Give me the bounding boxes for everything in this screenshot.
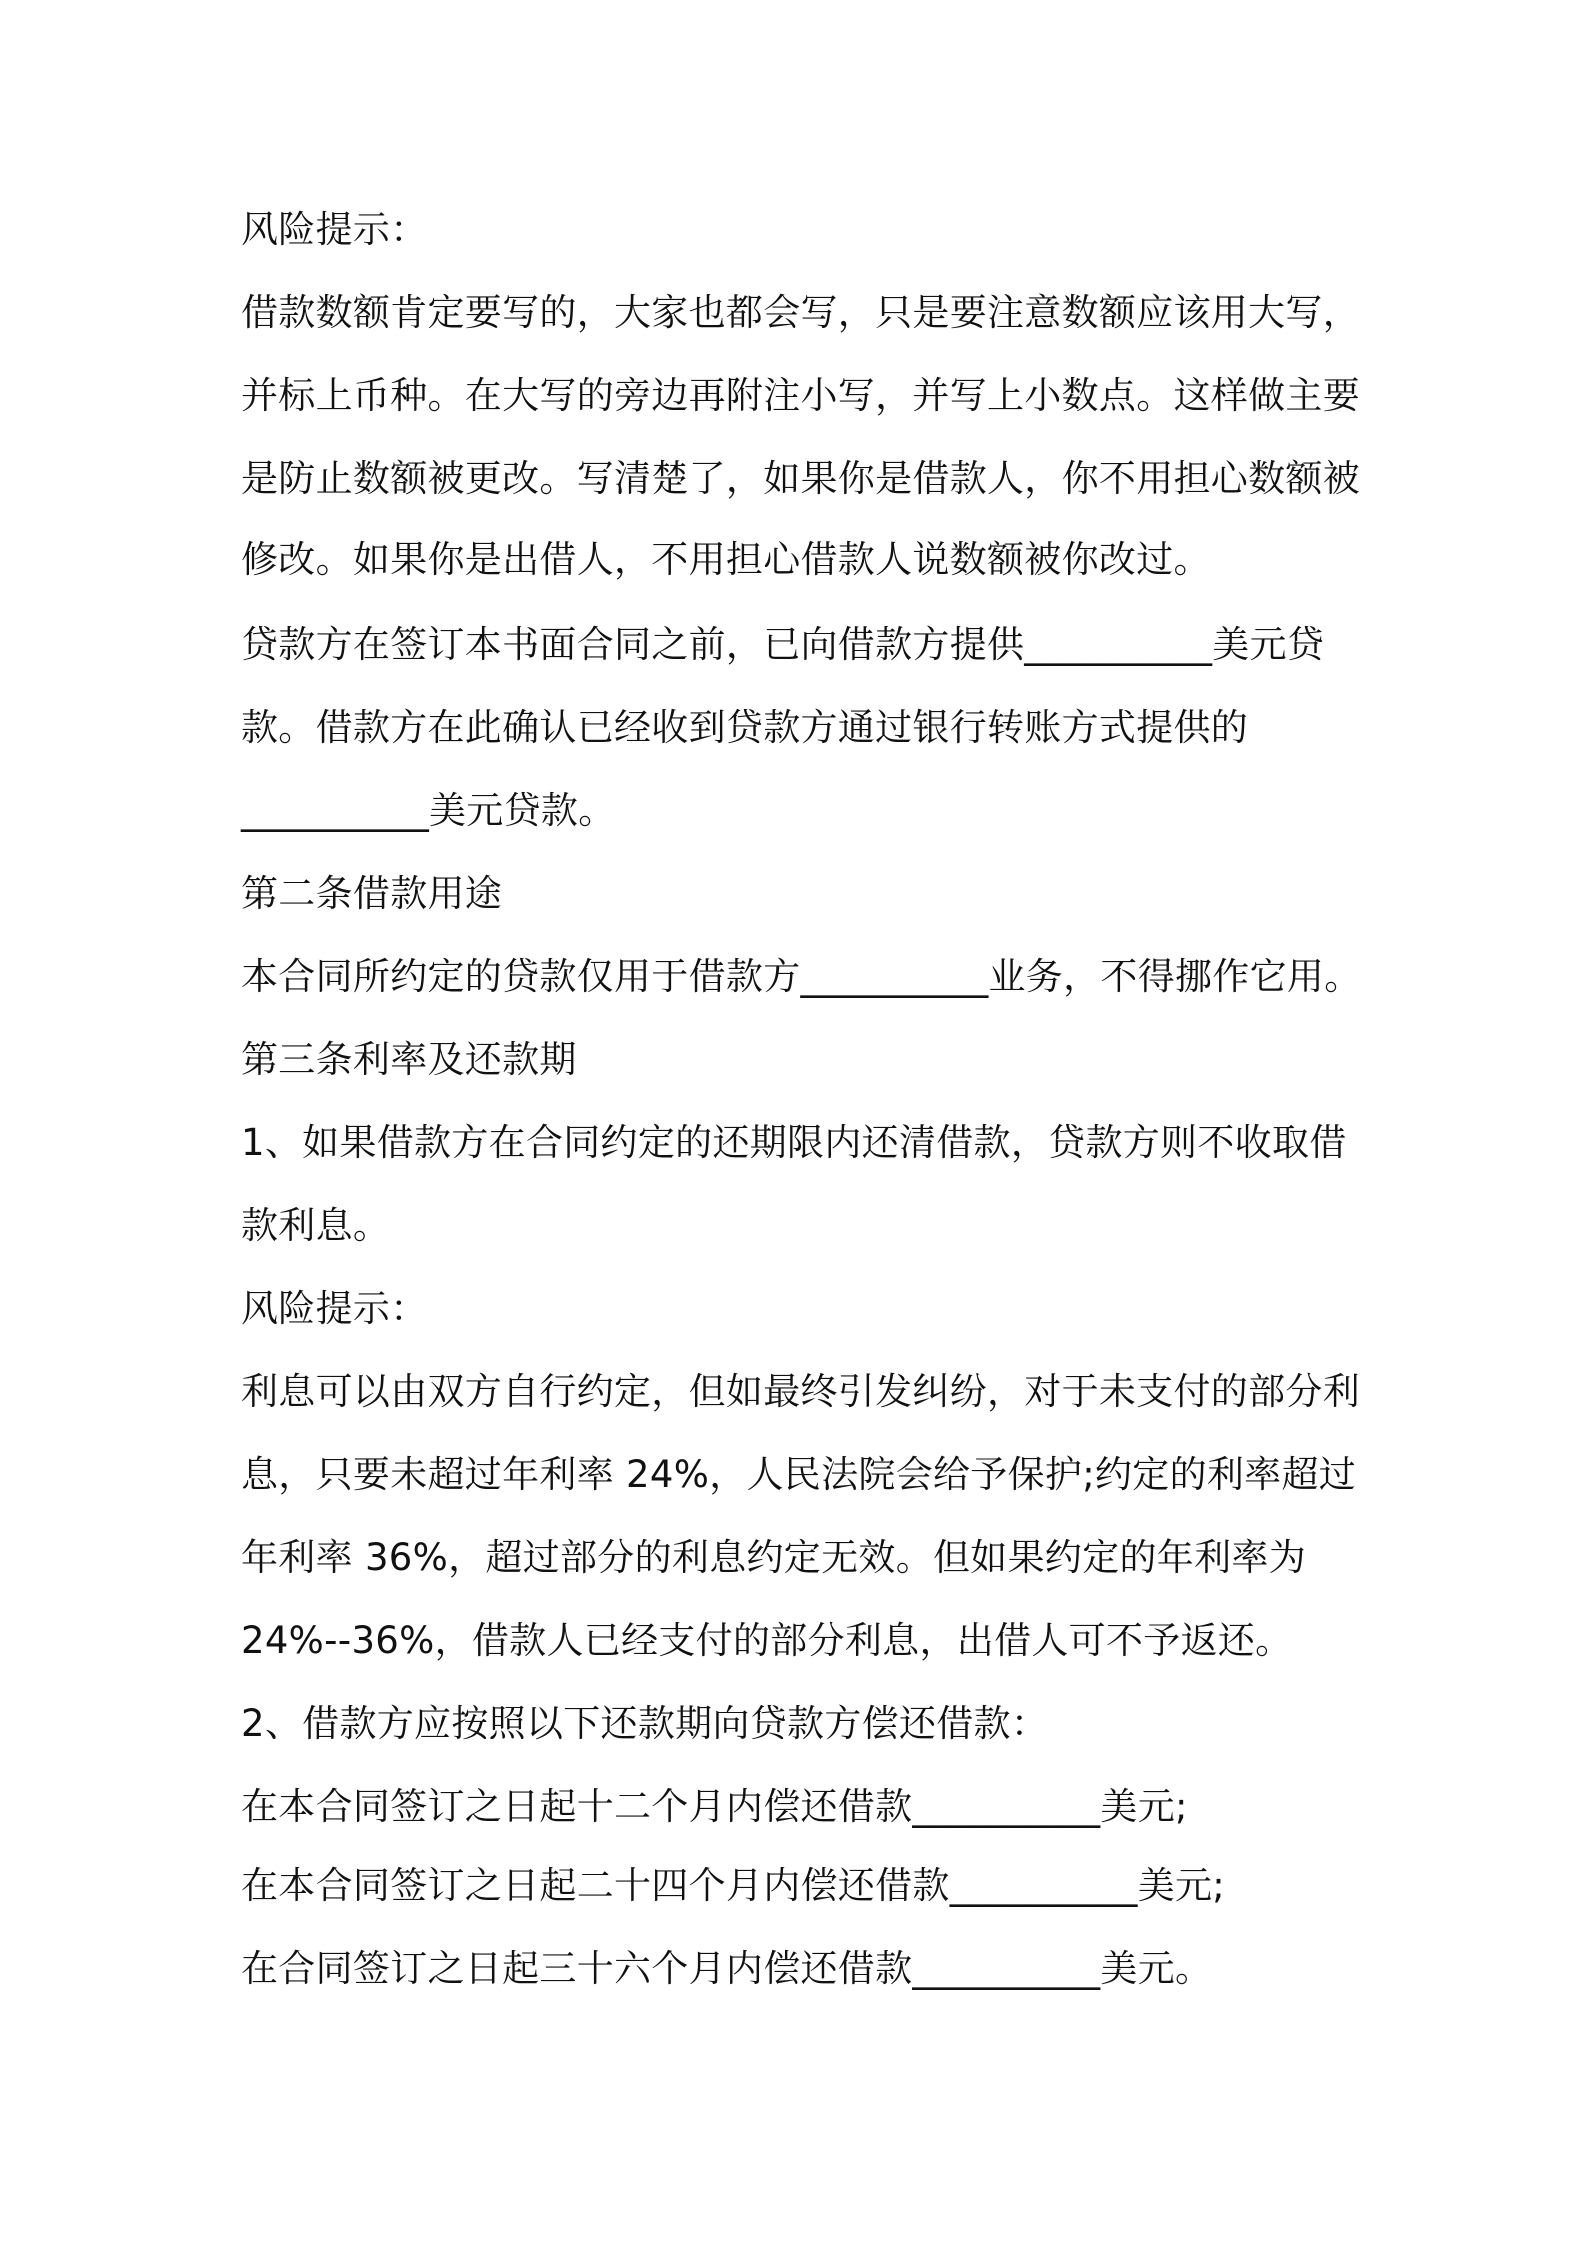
paragraph-line: 修改。如果你是出借人，不用担心借款人说数额被你改过。 xyxy=(241,538,1211,581)
repayment-line: 在本合同签订之日起二十四个月内偿还借款__________美元; xyxy=(241,1864,1226,1907)
clause-line: 款利息。 xyxy=(241,1204,391,1247)
risk-tip-heading: 风险提示： xyxy=(241,1287,428,1330)
article-heading-interest: 第三条利率及还款期 xyxy=(241,1038,577,1081)
risk-tip-heading: 风险提示： xyxy=(241,208,428,251)
repayment-line: 在合同签订之日起三十六个月内偿还借款__________美元。 xyxy=(241,1947,1213,1990)
article-heading-purpose: 第二条借款用途 xyxy=(241,872,503,915)
repayment-line: 在本合同签订之日起十二个月内偿还借款__________美元; xyxy=(241,1785,1188,1828)
paragraph-line: 年利率 36%，超过部分的利息约定无效。但如果约定的年利率为 xyxy=(241,1536,1306,1579)
paragraph-line: 贷款方在签订本书面合同之前，已向借款方提供__________美元贷 xyxy=(241,623,1325,666)
paragraph-line: __________美元贷款。 xyxy=(241,789,616,832)
paragraph-line: 24%--36%，借款人已经支付的部分利息，出借人可不予返还。 xyxy=(241,1619,1293,1662)
paragraph-line: 本合同所约定的贷款仅用于借款方__________业务，不得挪作它用。 xyxy=(241,955,1362,998)
paragraph-line: 是防止数额被更改。写清楚了，如果你是借款人，你不用担心数额被 xyxy=(241,457,1360,500)
clause-line: 1、如果借款方在合同约定的还期限内还清借款，贷款方则不收取借 xyxy=(241,1121,1347,1164)
paragraph-line: 息，只要未超过年利率 24%，人民法院会给予保护;约定的利率超过 xyxy=(241,1453,1357,1496)
paragraph-line: 款。借款方在此确认已经收到贷款方通过银行转账方式提供的 xyxy=(241,706,1249,749)
clause-line: 2、借款方应按照以下还款期向贷款方偿还借款： xyxy=(241,1702,1049,1745)
paragraph-line: 借款数额肯定要写的，大家也都会写，只是要注意数额应该用大写， xyxy=(241,291,1360,334)
paragraph-line: 并标上币种。在大写的旁边再附注小写，并写上小数点。这样做主要 xyxy=(241,374,1360,417)
paragraph-line: 利息可以由双方自行约定，但如最终引发纠纷，对于未支付的部分利 xyxy=(241,1370,1360,1413)
